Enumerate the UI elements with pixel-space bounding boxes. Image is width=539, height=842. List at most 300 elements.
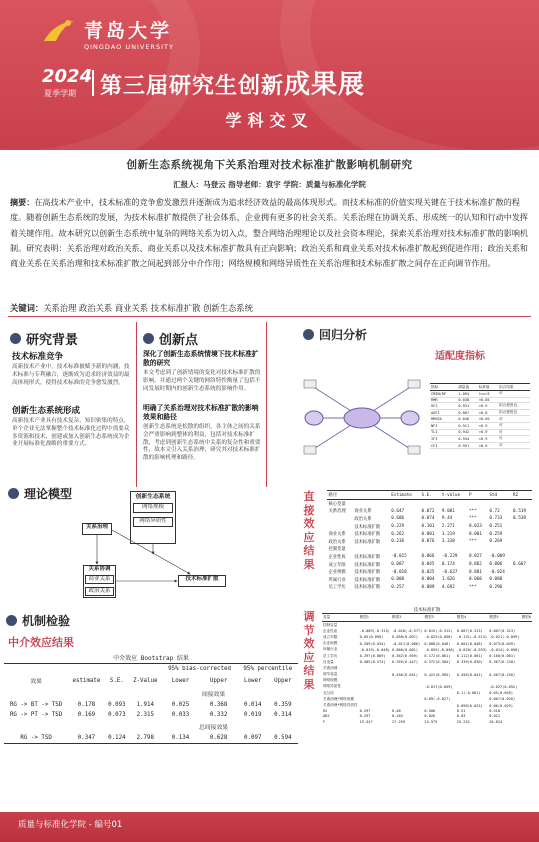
table-row (327, 530, 532, 538)
paper-authors: 汇报人：马登云 指导老师：袁宇 学院：质量与标准化学院 (173, 180, 366, 189)
table-cell: 总间接效果 (199, 725, 229, 731)
table-cell (512, 553, 532, 561)
table-cell: 0.911 (457, 422, 477, 429)
table-cell: 技术标准扩散 (354, 554, 381, 560)
table-cell (512, 530, 532, 538)
ecosystem-label: 创新生态系统 (135, 494, 171, 500)
table-cell: 0.538 (513, 516, 526, 522)
table-cell: 0.506 (424, 709, 436, 714)
table-row (327, 568, 532, 576)
table-cell: 控制变量 (323, 622, 338, 627)
table-cell: *** (468, 516, 477, 522)
table-header-cell: R2 (512, 491, 532, 500)
direct-effects-table (327, 490, 532, 591)
diagram-node-left (305, 411, 323, 425)
table-cell: 0.881 (468, 569, 482, 575)
table-cell: 0.174 (441, 562, 455, 568)
table-cell (327, 515, 353, 523)
table-cell: -0.009(-0.315) (359, 629, 390, 634)
table-cell: 0.209(0.034) (359, 641, 386, 646)
table-row (322, 719, 532, 724)
table-cell: 1.914 (136, 702, 155, 708)
table-header-cell: 效果 (30, 679, 42, 685)
table-cell: 0.073 (108, 712, 126, 718)
table-cell: 0.007(0.020) (489, 697, 516, 702)
table-cell (423, 622, 455, 629)
table-cell: 0.033 (171, 712, 190, 718)
model-arrows (80, 490, 300, 600)
table-cell (353, 500, 390, 508)
table-cell: 9.44 (441, 516, 453, 522)
table-cell: -0.015 (391, 554, 407, 560)
table-cell: <0.05 (478, 416, 498, 423)
table-cell: 0.019 (244, 712, 262, 718)
innovation-subhead-2: 明确了关系治理对技术标准扩散的影响效果和路径 (143, 404, 259, 421)
table-cell (4, 720, 129, 733)
table-cell: 0.112(0.061) (456, 654, 483, 659)
table-cell: 拟合程度良 (498, 403, 530, 410)
table-cell: 3.219 (441, 531, 455, 537)
table-cell: 0.178 (77, 702, 96, 708)
table-cell: 技术标准扩散 (354, 585, 381, 591)
keywords-list: 关系治理 政治关系 商业关系 技术标准扩散 创新生态系统 (43, 303, 253, 313)
table-row (327, 508, 532, 516)
table-cell: 所属行业 (328, 577, 346, 583)
table-cell: 27.299 (392, 719, 405, 724)
table-cell (390, 546, 420, 554)
direct-effects-label: 直接效应结果 (303, 490, 315, 571)
table-cell (391, 622, 423, 629)
mediation-caption: 中介效应 Bootstrap 结果 (4, 653, 298, 664)
column-divider (136, 322, 137, 487)
table-cell: 企业性质 (323, 628, 338, 633)
table-cell: 0.007(0.313) (456, 629, 483, 634)
table-cell: 自变量 (323, 659, 334, 664)
network-heterogeneity-box: 网络异质性 (133, 517, 173, 527)
table-cell: 技术标准扩散 (354, 524, 381, 530)
table-header-cell: Std (488, 491, 512, 500)
table-cell: 政治关系 (328, 539, 346, 545)
table-header-cell: 测量值 (457, 384, 477, 391)
section-divider (8, 316, 531, 317)
table-cell: 0.001 (468, 531, 482, 537)
table-cell: 0.332 (209, 712, 228, 718)
table-cell: 技术标准扩散 (354, 577, 381, 583)
table-cell: >0.9 (478, 429, 498, 436)
theory-heading: 理论模型 (8, 485, 72, 502)
table-cell: 0.887 (457, 409, 477, 416)
mediation-table (4, 653, 298, 744)
table-header-cell: Z-Value (133, 677, 158, 684)
table-row (327, 576, 532, 584)
table-cell: *** (468, 508, 477, 514)
table-row (430, 403, 530, 410)
table-cell: 技术标准扩散 (354, 562, 381, 568)
diagram-node-right (401, 411, 419, 425)
table-cell (327, 523, 353, 531)
table-cell: 0.015(-0.512) (424, 629, 453, 634)
table-cell: >0.9 (478, 422, 498, 429)
table-cell (488, 546, 512, 554)
table-cell: 0.073(0.049) (489, 641, 516, 646)
table-cell: 0.087 (391, 562, 405, 568)
table-cell: RG -> PT -> TSD (9, 712, 63, 718)
table-cell: -0.024 (489, 569, 505, 575)
table-cell (353, 546, 390, 554)
table-cell: >0.9 (478, 403, 498, 410)
table-cell: 0.076 (421, 539, 435, 545)
table-cell: 0.362(6.959) (392, 654, 418, 659)
diagram-indicator (408, 380, 420, 388)
table-cell: 0.172(0.061) (424, 654, 451, 659)
table-cell: 15.547 (359, 719, 373, 724)
table-cell: NFI (430, 422, 457, 429)
table-cell: 0.686 (391, 516, 405, 522)
table-cell: 0.101 (421, 524, 435, 530)
table-cell: 2.798 (129, 733, 161, 744)
bullet-dot-icon (143, 333, 154, 344)
table-cell: 0.456(8.041) (456, 672, 483, 677)
table-header-cell: 模型4 (456, 614, 488, 622)
table-cell: 员工学历 (328, 585, 346, 591)
table-cell (488, 500, 512, 508)
table-cell: *** (468, 584, 477, 590)
table-cell: 0.314 (274, 712, 292, 718)
abstract (10, 195, 530, 271)
background-subhead-2: 创新生态系统形成 (12, 406, 81, 416)
table-cell: 可 (498, 436, 530, 443)
table-cell: 0.733 (489, 516, 503, 522)
table-row (327, 561, 532, 569)
table-cell: 可 (498, 442, 530, 449)
relations-label: 关系协调 (88, 566, 111, 572)
table-cell (420, 546, 440, 554)
table-cell: 网络异质性 (323, 684, 341, 689)
table-cell: -0.131(-0.513) (456, 635, 488, 640)
innovation-text-2: 创新生态系统是松散的组织，各主体之间的关系会严重影响到整体的利益，包括对技术标准扩散，考虑到创新生态系统中关系的复杂性和重要性，故本文引入关系治理，研究其对技术标准扩散的影响机理和路径。 (143, 424, 261, 462)
table-cell: 可 (498, 429, 530, 436)
fit-table (430, 383, 530, 449)
table-cell: 0.951 (457, 442, 477, 449)
table-cell: 0.004 (421, 577, 435, 583)
table-cell: 0.025 (421, 569, 435, 575)
table-cell: 0.372(6.384) (424, 660, 451, 665)
table-row (430, 416, 530, 423)
table-cell: -0.025(0.058) (424, 635, 453, 640)
table-cell: 0.05(0.049) (489, 691, 513, 696)
table-cell: 0.647 (391, 508, 405, 514)
table-row (327, 515, 532, 523)
table-cell: 网络规模 (323, 678, 338, 683)
table-cell: 0.03 (456, 714, 466, 719)
table-cell: 0.1(-0.061) (456, 691, 481, 696)
table-row (327, 584, 532, 592)
table-cell: 0.093 (108, 702, 126, 708)
table-row (4, 710, 298, 720)
moderation-effects-label: 调节效应结果 (303, 610, 315, 691)
table-cell: 成立年限 (328, 562, 346, 568)
table-cell: 0.072 (421, 508, 435, 514)
table-cell (488, 622, 520, 629)
table-cell: 企业规模 (328, 570, 346, 576)
table-cell: 0.72 (489, 508, 500, 514)
mediation-data (4, 664, 298, 744)
footer-text: 质量与标准化学院 - 编号01 (18, 820, 123, 830)
paper-title: 创新生态系统视角下关系治理对技术标准扩散影响机制研究 (126, 159, 413, 171)
table-header-cell: 模型1 (359, 614, 391, 622)
table-cell: 0.297 (359, 709, 371, 714)
table-header-cell (4, 664, 162, 674)
business-relation-box: 商业关系 (85, 575, 114, 584)
moderation-effects-table (322, 607, 532, 724)
table-cell: -0.014(-0.058) (489, 647, 520, 652)
diffusion-box: 技术标准扩散 (178, 575, 226, 587)
table-cell: 2.315 (136, 712, 155, 718)
table-cell: 0.931 (457, 403, 477, 410)
table-cell: 0.124 (105, 733, 129, 744)
network-size-box: 网络规模 (133, 503, 173, 513)
table-cell (4, 687, 129, 700)
table-row (430, 442, 530, 449)
abstract-text: 在高技术产业中，技术标准的竞争愈发激烈并逐渐成为追求经济效益的最高体现形式。而技术标准的价值实现关键在于技术标准扩散的程度。随着创新生态系统的发展，为技术标准扩散提供了社会体系，企业拥有更多的社会关系。关系治理在协调关系、形成统一的认知和行动中发挥着关键作用。故本研究以创新生态系统中复杂的网络关系为切入点，整合网络治理理论以及社会资本理论，探索关系治理对技术标准扩散的影响机制。研究表明：关系治理对政治关系、商业关系以及技术标准扩散具有正向影响；政治关系和商业关系对技术标准扩散起到促进作用；政治关系和商业关系在关系治理和技术标准扩散之间起到部分中介作用；网络规模和网络异质性在关系治理和技术标准扩散之间存在正向调节作用。 (10, 197, 529, 269)
background-text-2: 高新技术产业具有技术复杂、知识密集的特点，单个企业无法掌握整个技术标准化过程中需要众多资源和技术，创建或加入创新生态系统成为企业开展标准化战略的重要方式。 (12, 418, 130, 448)
moderation-table (322, 614, 532, 724)
table-cell: 成立年限 (323, 634, 338, 639)
table-cell: 0.229 (391, 524, 405, 530)
table-cell: R2 (323, 709, 328, 714)
table-cell: 0.862 (468, 562, 482, 568)
table-cell: 0.021 (489, 714, 501, 719)
table-cell: 0.089 (421, 584, 435, 590)
table-header-cell: P (467, 491, 487, 500)
table-header-cell: t-value (440, 491, 467, 500)
table-cell: 0.169 (77, 712, 96, 718)
table-cell (512, 523, 532, 531)
background-text-1: 高新技术产业中，技术标准被赋予新的内涵，技术标准与专利融合，逐渐成为追求经济效益的最高体现形式，使得技术标准的竞争愈发激烈。 (12, 364, 130, 386)
table-cell: 0.097 (238, 733, 268, 744)
table-cell: 0.06(0.029) (489, 703, 513, 708)
table-cell: 0.008(0.048) (424, 641, 451, 646)
table-cell: 可 (498, 416, 530, 423)
table-cell: 0.628 (200, 733, 238, 744)
table-cell: -0.027(0.052) (489, 684, 518, 689)
table-row (4, 687, 298, 700)
table-cell: 调节变量 (323, 672, 338, 677)
table-cell (467, 546, 487, 554)
table-cell: 商业关系 (354, 509, 372, 515)
table-row (430, 391, 530, 398)
table-cell: 0.339(6.030) (456, 660, 483, 665)
theory-model-diagram (80, 490, 300, 600)
table-cell: 0.456(8.041) (392, 672, 418, 677)
exhibition-year: 2024 (42, 66, 93, 87)
table-header-cell: 路径 (327, 491, 353, 500)
table-header-cell: 模型6 (521, 614, 532, 622)
bullet-dot-icon (303, 329, 314, 340)
table-cell: 关系治理*网络异质性 (323, 703, 358, 708)
table-cell: 可 (498, 391, 530, 398)
table-cell: ΔR2 (323, 714, 330, 719)
table-cell (467, 500, 487, 508)
title-part1: 第三届研究生创新 (100, 74, 285, 99)
table-cell (390, 500, 420, 508)
title-part2: 成果展 (284, 70, 366, 100)
title-divider (92, 70, 94, 96)
table-cell: 0.942 (457, 429, 477, 436)
table-cell: 0.038 (457, 397, 477, 403)
table-cell: *** (468, 539, 477, 545)
direct-table (327, 490, 532, 591)
table-header-cell: 模型2 (391, 614, 423, 622)
table-cell: -0.018 (391, 569, 407, 575)
exhibition-term: 夏季学期 (44, 89, 76, 98)
table-cell (512, 576, 532, 584)
table-cell: 0.05(0.096) (359, 635, 384, 640)
table-cell: 0.09(-0.027) (424, 697, 451, 702)
exhibition-title (100, 64, 365, 101)
table-cell: 0.467(8.250) (489, 672, 516, 677)
table-cell: CMIN/DF (430, 391, 457, 398)
table-cell: IFI (430, 436, 457, 443)
table-cell (512, 538, 532, 546)
table-header-cell: 模型3 (423, 614, 455, 622)
table-cell: 3.338 (441, 539, 455, 545)
table-cell: 0.485(8.574) (359, 660, 386, 665)
table-cell: 0.594 (268, 733, 298, 744)
table-header-cell: 指标 (430, 384, 457, 391)
table-cell: 员工学历 (323, 653, 338, 658)
table-cell: 0.422(8.905) (424, 672, 451, 677)
governance-box: 关系治理 (82, 523, 112, 535)
table-cell: 0.134 (162, 733, 200, 744)
table-header-row (4, 664, 298, 674)
table-cell: 0.074 (421, 516, 435, 522)
bullet-dot-icon (10, 333, 21, 344)
table-cell: 0.008 (391, 577, 405, 583)
table-cell: -0.017(0.059) (424, 684, 453, 689)
table-row (327, 538, 532, 546)
header-banner (0, 0, 539, 150)
table-cell: -0.018(-0.577) (392, 629, 423, 634)
table-cell: 关系治理 (323, 665, 338, 670)
table-cell: 0.025 (171, 702, 190, 708)
table-header-row (4, 674, 298, 687)
table-cell: 1.826 (441, 577, 455, 583)
table-cell: >0.8 (478, 409, 498, 416)
moderation-caption: 技术标准扩散 (322, 607, 532, 614)
table-cell: 0.058(0.097) (392, 635, 418, 640)
fit-indices-label: 适配度指标 (435, 351, 485, 362)
table-cell (420, 500, 440, 508)
table-cell: 企业规模 (323, 641, 338, 646)
table-cell: 0.359(6.447) (392, 660, 418, 665)
table-cell (521, 622, 532, 629)
table-cell (512, 568, 532, 576)
table-cell: 4.692 (441, 584, 455, 590)
table-cell: 9.001 (441, 508, 455, 514)
table-cell: 0.262 (391, 531, 405, 537)
table-cell: F (323, 719, 326, 724)
table-cell (521, 719, 532, 724)
table-cell: -0.020(-0.033) (456, 647, 488, 652)
table-cell: 可 (498, 422, 530, 429)
table-cell (512, 584, 532, 592)
table-row (327, 500, 532, 508)
table-cell (456, 622, 488, 629)
table-row (4, 700, 298, 710)
table-header-cell: 拟合结果 (498, 384, 530, 391)
table-cell: 0.014 (244, 702, 262, 708)
diagram-indicator (408, 446, 420, 454)
table-cell: 0.066(0.061) (392, 647, 418, 652)
table-cell: 0.081 (421, 531, 435, 537)
table-cell: 0.827 (468, 554, 482, 560)
table-cell: 0.667 (513, 562, 526, 568)
bullet-dot-icon (6, 615, 17, 626)
table-header-row (430, 384, 530, 391)
table-cell: TLI (430, 429, 457, 436)
regression-heading: 回归分析 (303, 326, 367, 343)
table-cell: 0.068 (468, 577, 482, 583)
university-en-name: QINGDAO UNIVERSITY (84, 43, 174, 51)
table-cell: 核心变量 (328, 501, 346, 507)
table-cell: CFI (430, 442, 457, 449)
table-cell: 25.252 (456, 719, 470, 724)
diagram-indicator (304, 446, 316, 454)
table-cell: -0.229 (441, 554, 458, 560)
table-row (327, 553, 532, 561)
table-row (430, 429, 530, 436)
network-diagram (302, 376, 422, 468)
table-cell: >0.9 (478, 436, 498, 443)
table-cell: -0.009 (489, 554, 505, 560)
table-header-cell: 95% bias-corrected (168, 666, 231, 672)
table-cell: -0.059(-0.058) (424, 647, 455, 652)
table-header-row (327, 491, 532, 500)
innovation-text-1: 本文考虑到了创新情境的变化对技术标准扩散的影响，并通过两个关键的网络特性衡量了包括不同发展时期内的创新生态系统的影响作用。 (143, 370, 261, 392)
table-cell: -0.011(0.086) (392, 641, 421, 646)
table-cell: -0.021(-0.059) (489, 635, 520, 640)
table-cell: 0.297 (359, 714, 371, 719)
table-cell: 0.001(0.048) (456, 641, 483, 646)
table-cell: 交互项 (323, 690, 334, 695)
table-cell: 技术标准扩散 (354, 539, 381, 545)
table-cell: 0.183 (392, 714, 403, 719)
table-cell: RG -> TSD (4, 733, 68, 744)
table-cell: 0.045 (421, 562, 435, 568)
abstract-label: 摘要： (10, 197, 35, 207)
table-header-cell: Upper (209, 677, 228, 684)
table-cell (440, 546, 467, 554)
table-cell: 0.367(6.230) (489, 660, 516, 665)
diagram-node-center (344, 408, 380, 428)
table-cell: 技术标准扩散 (354, 532, 381, 538)
table-cell: <0.05 (478, 397, 498, 403)
table-cell: 0.007(0.313) (489, 629, 516, 634)
table-cell: 2.271 (441, 524, 455, 530)
table-cell: 0.026 (424, 714, 436, 719)
fit-indices-table (430, 383, 530, 449)
table-row (430, 409, 530, 416)
table-cell: 所属行业 (323, 647, 338, 652)
table-header-cell: Lower (171, 677, 190, 684)
background-subhead-1: 技术标准竞争 (12, 352, 64, 362)
table-cell: AGFI (430, 409, 457, 416)
table-cell: 0.259 (489, 531, 503, 537)
table-cell: -0.019(-0.048) (359, 647, 390, 652)
table-cell: 0.088 (489, 577, 503, 583)
diagram-indicator (304, 380, 316, 388)
